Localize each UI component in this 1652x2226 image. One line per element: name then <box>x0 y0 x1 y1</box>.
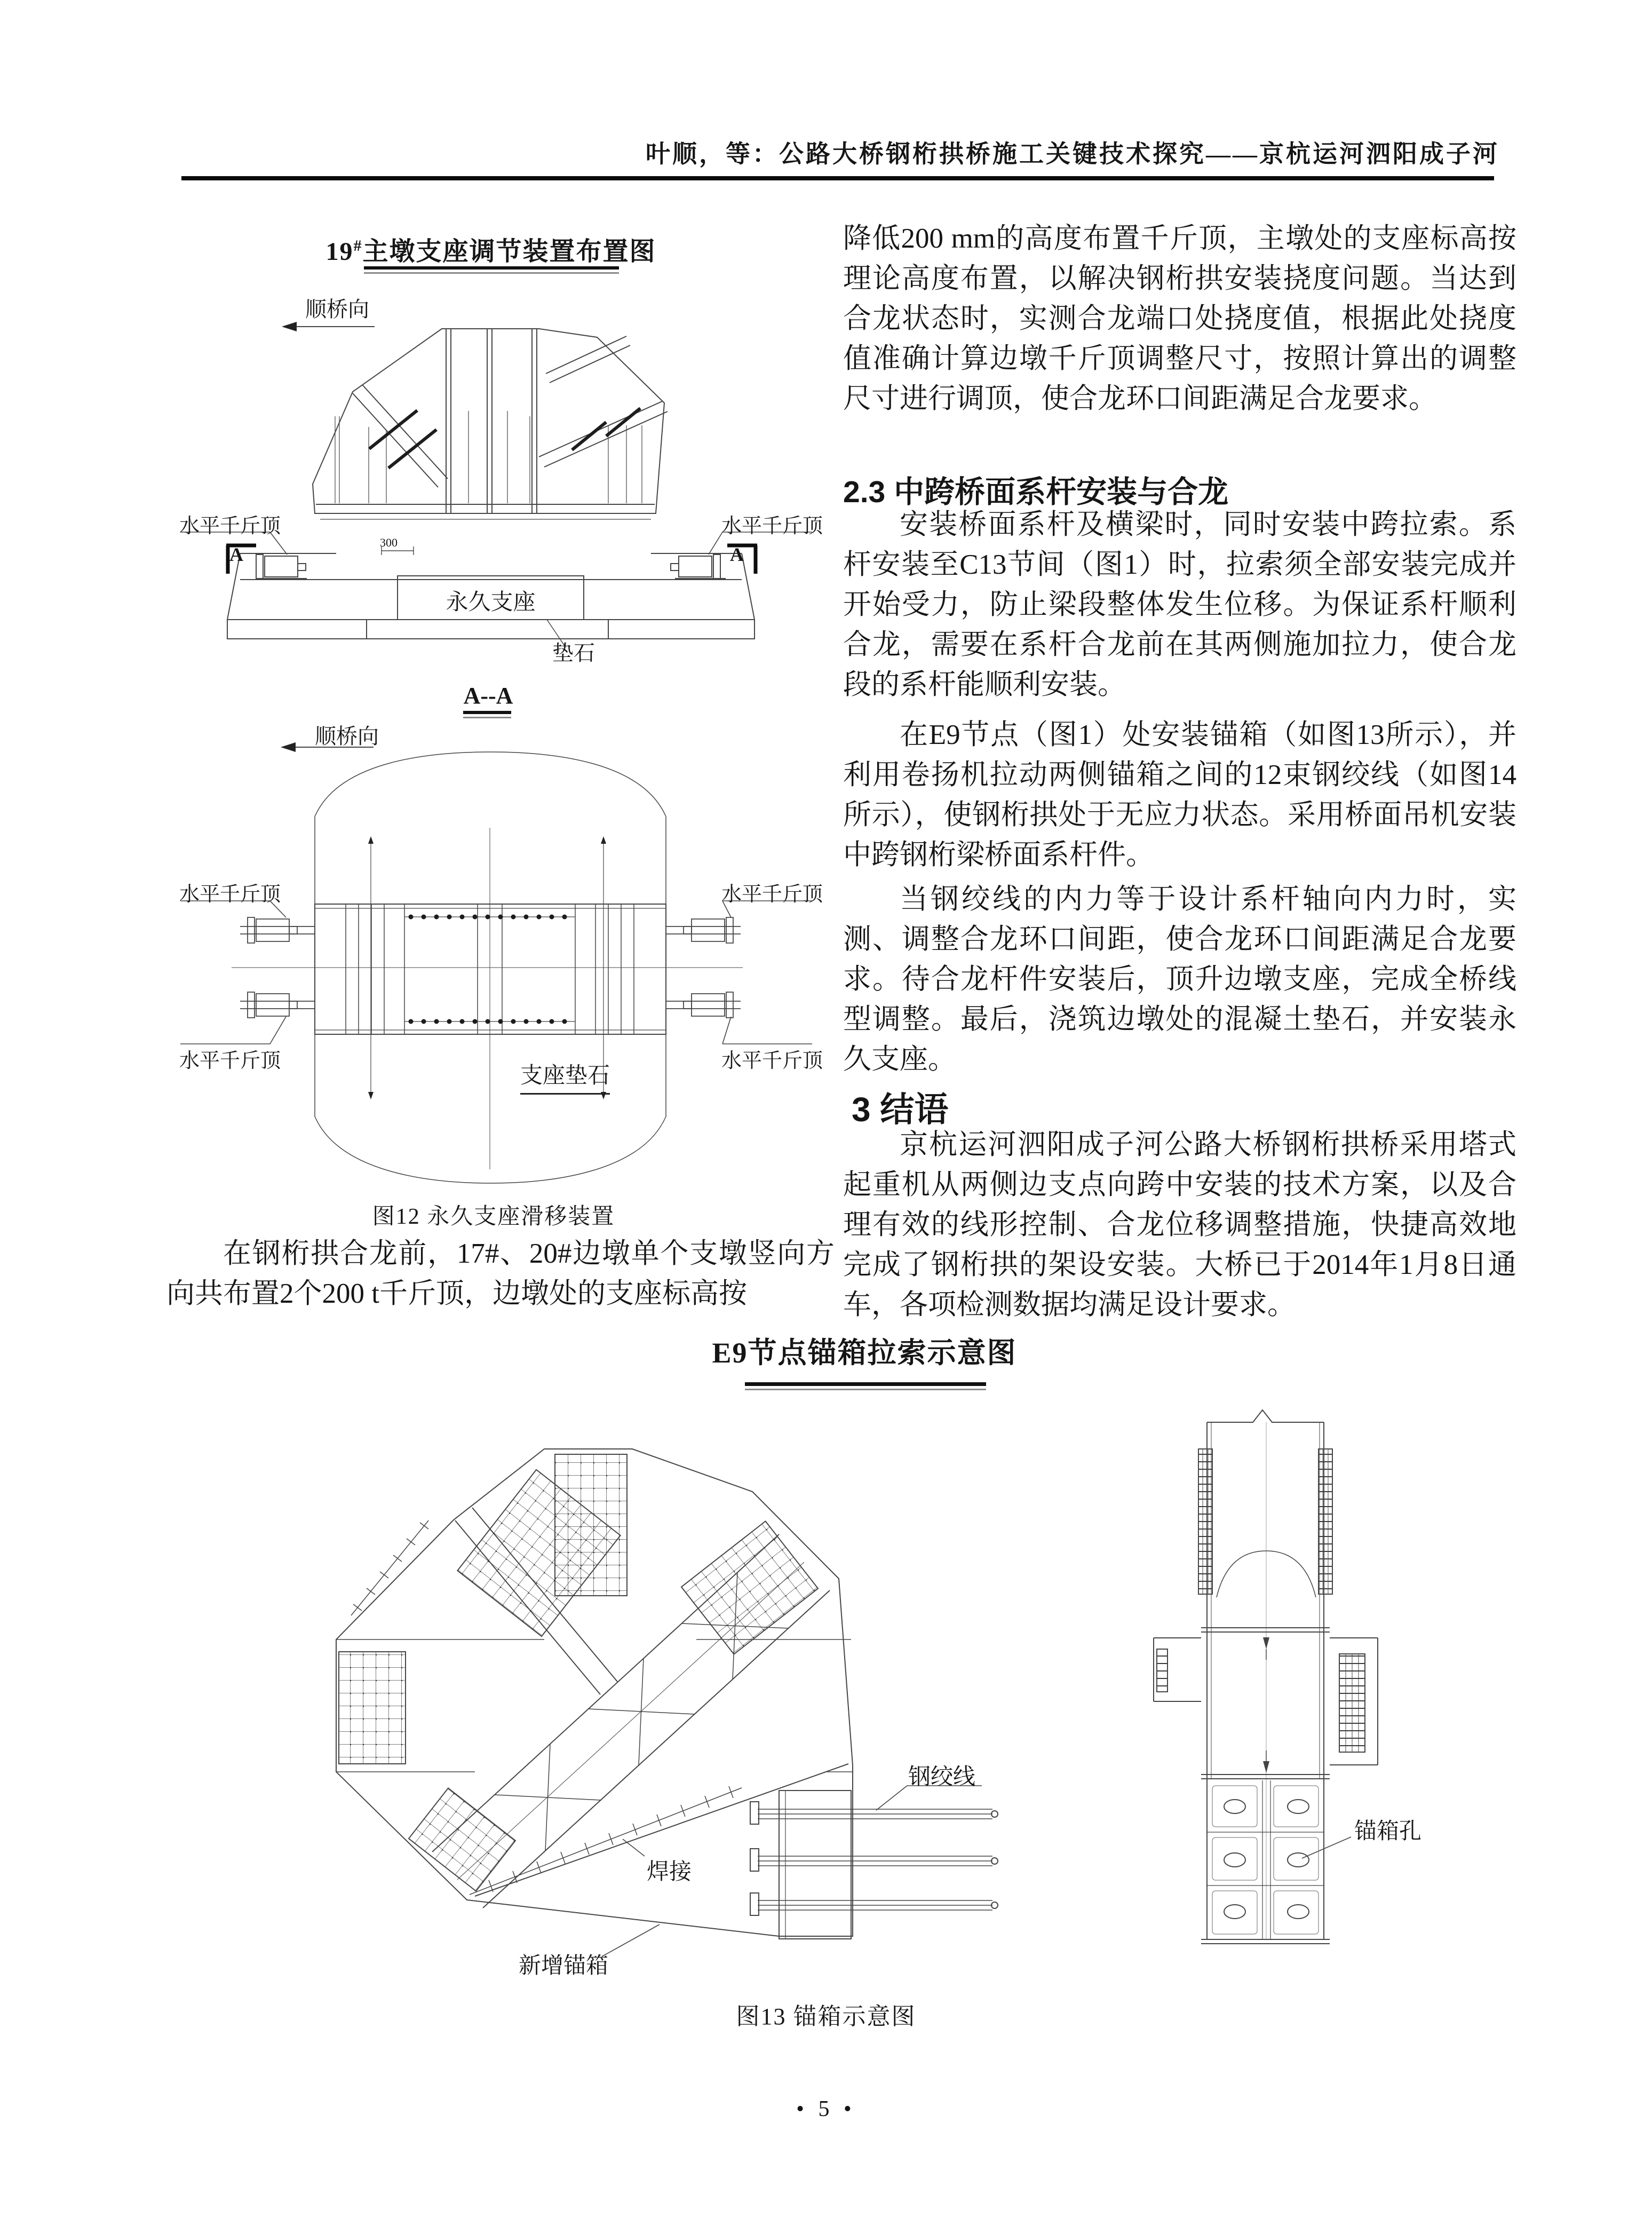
fig12-plan-direction-label: 顺桥向 <box>315 724 379 748</box>
fig12-title-sup: # <box>353 237 363 255</box>
fig13-new-anchor-box-label: 新增锚箱 <box>519 1954 609 1978</box>
fig13-drawing-title: E9节点锚箱拉索示意图 <box>712 1337 1017 1369</box>
page-number: • 5 • <box>796 2097 856 2121</box>
fig12-jack-tr-label: 水平千斤顶 <box>721 883 823 906</box>
fig12-section-underline2 <box>463 717 511 718</box>
fig12-bearing-label: 永久支座 <box>446 590 536 615</box>
fig12-jack-tl-label: 水平千斤顶 <box>179 883 281 906</box>
fig13-title-underline <box>745 1382 986 1386</box>
fig12-drawing-title <box>160 231 822 267</box>
fig12-title-underline <box>364 266 619 270</box>
fig12-title-rest: 主墩支座调节装置布置图 <box>362 237 656 266</box>
fig12-jack-left-label: 水平千斤顶 <box>179 515 281 537</box>
fig13-weld-label: 焊接 <box>647 1860 692 1884</box>
heading-2-3: 2.3 中跨桥面系杆安装与合龙 <box>843 475 1229 509</box>
fig12-pad-stone-label: 支座垫石 <box>520 1058 610 1095</box>
fig12-jack-bl-label: 水平千斤顶 <box>179 1050 281 1072</box>
fig12-caption: 图12 永久支座滑移装置 <box>372 1205 615 1229</box>
fig12-title-num: 19 <box>325 237 354 266</box>
fig12-jack-br-label: 水平千斤顶 <box>721 1050 823 1072</box>
fig13-anchor-box-drawing <box>299 1398 1558 1991</box>
right-paragraph-1: 降低200 mm的高度布置千斤顶，主墩处的支座标高按理论高度布置，以解决钢桁拱安装挠度问题。当达到合龙状态时，实测合龙端口处挠度值，根据此处挠度值准确计算边墩千斤顶调整尺寸，按照计算出的调整尺寸进行调顶，使合龙环口间距满足合龙要求。 <box>843 223 1516 414</box>
fig12-pad-label: 垫石 <box>552 641 595 665</box>
fig12-direction-label: 顺桥向 <box>305 297 369 321</box>
fig12-section-letter-right: A <box>730 544 744 565</box>
right-paragraph-4: 当钢绞线的内力等于设计系杆轴向内力时，实测、调整合龙环口间距，使合龙环口间距满足合龙要求。待合龙杆件安装后，顶升边墩支座，完成全桥线型调整。最后，浇筑边墩处的混凝土垫石，并安装永久支座。 <box>843 884 1516 1075</box>
fig12-jack-right-label: 水平千斤顶 <box>721 515 823 537</box>
fig12-section-title: A--A <box>463 683 513 709</box>
fig12-section-underline <box>463 711 511 714</box>
heading-3: 3 结语 <box>852 1090 949 1129</box>
left-paragraph: 在钢桁拱合龙前，17#、20#边墩单个支墩竖向方向共布置2个200 t千斤顶，边墩处的支座标高按 <box>166 1238 835 1309</box>
fig12-plan-drawing <box>176 739 843 1198</box>
fig13-title-underline2 <box>745 1389 986 1390</box>
header-rule <box>181 176 1494 180</box>
right-paragraph-5: 京杭运河泗阳成子河公路大桥钢桁拱桥采用塔式起重机从两侧边支点向跨中安装的技术方案，以及合理有效的线形控制、合龙位移调整措施，快捷高效地完成了钢桁拱的架设安装。大桥已于2014年1月8日通车，各项检测数据均满足设计要求。 <box>843 1129 1516 1320</box>
fig12-section-letter-left: A <box>229 544 243 565</box>
running-header: 叶顺，等：公路大桥钢桁拱桥施工关键技术探究——京杭运河泗阳成子河 <box>646 140 1499 168</box>
fig13-anchor-hole-label: 锚箱孔 <box>1354 1819 1422 1844</box>
fig12-dim-300: 300 <box>380 536 398 549</box>
fig13-caption: 图13 锚箱示意图 <box>736 2003 916 2030</box>
right-paragraph-2: 安装桥面系杆及横梁时，同时安装中跨拉索。系杆安装至C13节间（图1）时，拉索须全部安装完成并开始受力，防止梁段整体发生位移。为保证系杆顺利合龙，需要在系杆合龙前在其两侧施加拉力，使合龙段的系杆能顺利安装。 <box>843 509 1516 700</box>
fig13-strand-label: 钢绞线 <box>908 1765 976 1789</box>
fig12-title-underline2 <box>364 272 619 274</box>
right-paragraph-3: 在E9节点（图1）处安装锚箱（如图13所示），并利用卷扬机拉动两侧锚箱之间的12束钢绞线（如图14所示），使钢桁拱处于无应力状态。采用桥面吊机安装中跨钢桁梁桥面系杆件。 <box>843 719 1516 870</box>
